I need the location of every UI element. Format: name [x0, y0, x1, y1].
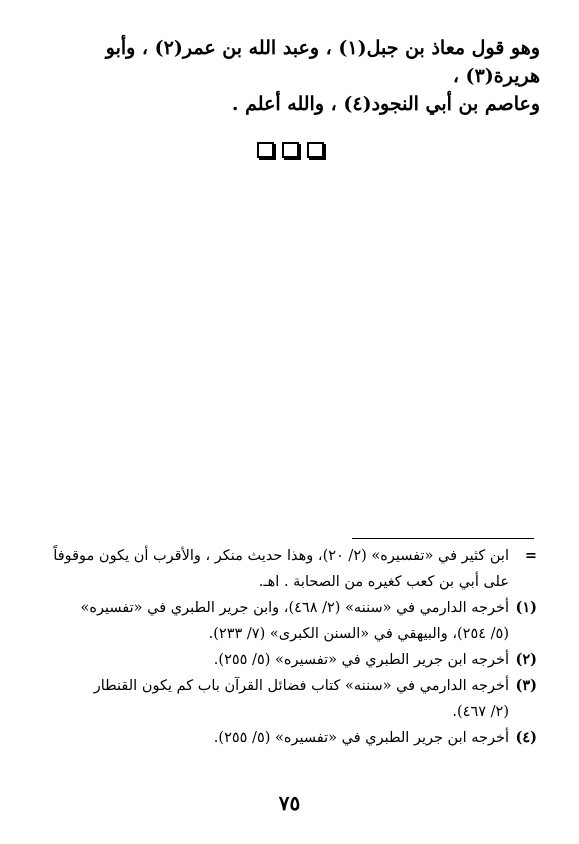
footnote-marker: (١) — [515, 599, 537, 616]
footnote-marker: (٤) — [515, 729, 537, 746]
footnote-line: (٢/ ٤٦٧). — [452, 704, 509, 720]
footnote-line: أخرجه الدارمي في «سننه» (٢/ ٤٦٨)، وابن جرير الطبري في «تفسيره» — [80, 600, 509, 616]
footnote-marker: (٢) — [515, 651, 537, 668]
footnote-marker: (٣) — [515, 677, 537, 694]
footnote-1 — [40, 595, 537, 647]
footnote-text — [40, 647, 509, 673]
main-text — [40, 34, 540, 118]
footnotes — [40, 543, 537, 751]
footnote-line: أخرجه الدارمي في «سننه» كتاب فضائل القرآن باب كم يكون القنطار — [93, 678, 509, 694]
footnote-line: (٥/ ٢٥٤)، والبيهقي في «السنن الكبرى» (٧/ ٢٣٣). — [208, 626, 509, 642]
footnote-2 — [40, 647, 537, 673]
page-number: ٧٥ — [278, 791, 301, 815]
triple-square-ornament-icon — [257, 142, 324, 158]
footnote-separator-rule — [352, 538, 534, 539]
footnote-line: أخرجه ابن جرير الطبري في «تفسيره» (٥/ ٢٥٥). — [213, 652, 509, 668]
footnote-text — [40, 725, 509, 751]
main-text-line-1: وهو قول معاذ بن جبل(١) ، وعبد الله بن عمر(٢) ، وأبو هريرة(٣) ، — [105, 37, 540, 87]
footnote-line: ابن كثير في «تفسيره» (٢/ ٢٠)، وهذا حديث منكر ، والأقرب أن يكون موقوفاً — [53, 548, 509, 564]
footnote-text — [40, 595, 509, 647]
footnote-line: على أبي بن كعب كغيره من الصحابة . اهـ. — [258, 574, 509, 590]
footnote-text — [40, 673, 509, 725]
footnote-continuation — [40, 543, 537, 595]
footnote-text — [40, 543, 509, 595]
footnote-4 — [40, 725, 537, 751]
square-icon — [257, 142, 274, 158]
footnote-3 — [40, 673, 537, 725]
square-icon — [282, 142, 299, 158]
footnote-line: أخرجه ابن جرير الطبري في «تفسيره» (٥/ ٢٥٥). — [213, 730, 509, 746]
footnote-marker: = — [524, 547, 537, 564]
square-icon — [307, 142, 324, 158]
main-text-line-2: وعاصم بن أبي النجود(٤) ، والله أعلم . — [231, 93, 540, 115]
